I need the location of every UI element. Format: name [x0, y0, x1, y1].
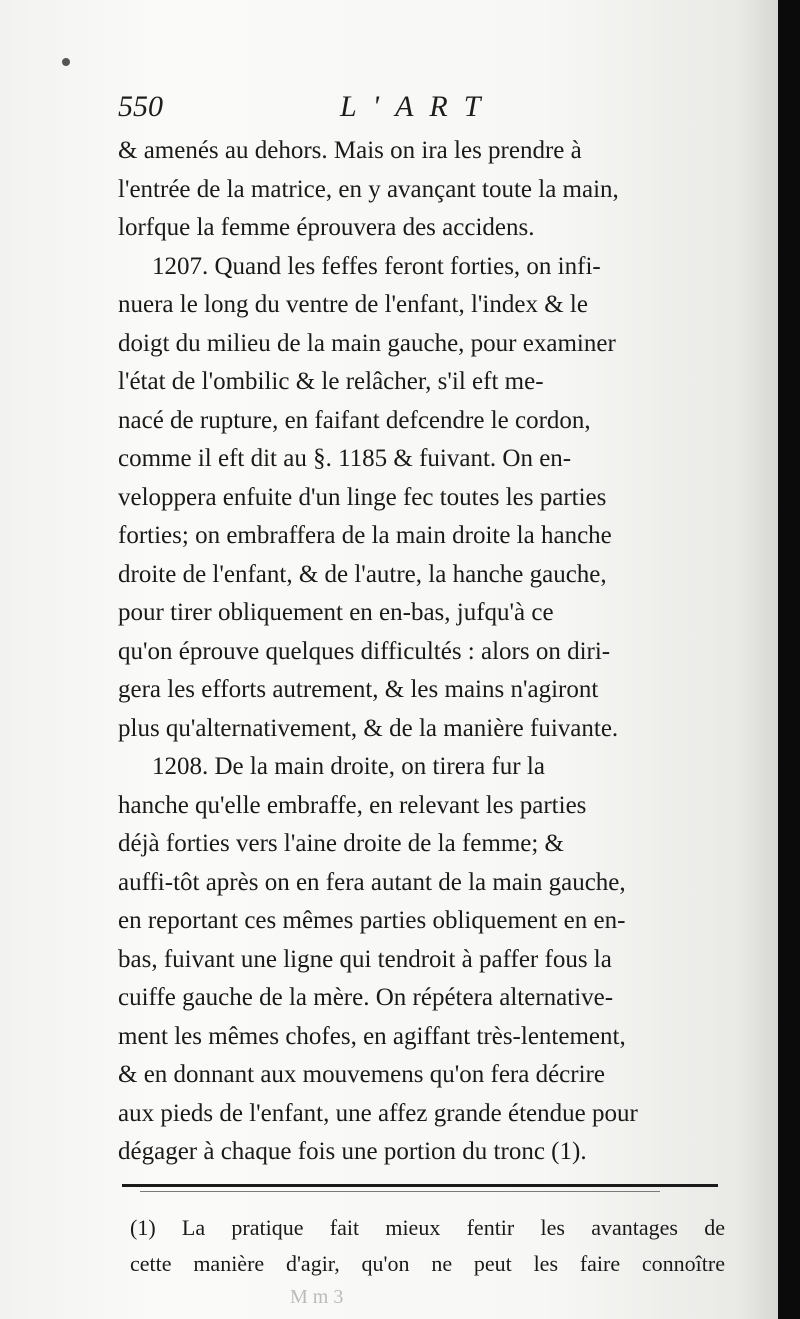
text-line: droite de l'enfant, & de l'autre, la hanche gauche,: [118, 560, 607, 588]
text-line: en reportant ces mêmes parties obliquement en en-: [118, 907, 626, 934]
text-line: pour tirer obliquement en en-bas, jufqu'à ce: [118, 599, 554, 626]
footnote-rule: [122, 1184, 718, 1187]
footnote: [130, 1210, 725, 1282]
text-line: & amenés au dehors. Mais on ira les prendre à: [118, 137, 582, 164]
text-line: hanche qu'elle embraffe, en relevant les parties: [118, 791, 587, 819]
text-line: l'entrée de la matrice, en y avançant toute la main,: [118, 175, 619, 203]
text-line: doigt du milieu de la main gauche, pour examiner: [118, 329, 616, 357]
text-line: ment les mêmes chofes, en agiffant très-lentement,: [118, 1022, 626, 1050]
text-line: lorfque la femme éprouvera des accidens.: [118, 214, 535, 241]
running-title: L'ART: [340, 90, 497, 123]
footnote-rule-thin: [140, 1191, 660, 1192]
text-line: qu'on éprouve quelques difficultés : alors on diri-: [118, 637, 611, 665]
text-line: cuiffe gauche de la mère. On répétera alternative-: [118, 984, 614, 1011]
page-header: [118, 90, 718, 130]
text-line: nacé de rupture, en faifant defcendre le cordon,: [118, 406, 591, 434]
text-line: bas, fuivant une ligne qui tendroit à paffer fous la: [118, 945, 612, 973]
text-line: aux pieds de l'enfant, une affez grande étendue pour: [118, 1099, 638, 1127]
text-line: dégager à chaque fois une portion du tronc (1).: [118, 1138, 587, 1165]
text-line: l'état de l'ombilic & le relâcher, s'il eft me-: [118, 368, 544, 395]
text-line: auffi-tôt après on en fera autant de la main gauche,: [118, 868, 626, 896]
text-line: forties; on embraffera de la main droite la hanche: [118, 522, 612, 549]
text-line: veloppera enfuite d'un linge fec toutes les parties: [118, 483, 607, 511]
text-line: gera les efforts autrement, & les mains n'agiront: [118, 676, 599, 703]
page-number: 550: [118, 90, 163, 123]
footnote-line: (1) La pratique fait mieux fentir les avantages de: [130, 1215, 725, 1240]
paragraph-1208-line: 1208. De la main droite, on tirera fur la: [152, 753, 545, 780]
signature-mark: M m 3: [290, 1286, 344, 1308]
text-line: & en donnant aux mouvemens qu'on fera décrire: [118, 1061, 605, 1088]
text-line: nuera le long du ventre de l'enfant, l'index & le: [118, 291, 588, 318]
paragraph-1207-line: 1207. Quand les feffes feront forties, on infi-: [152, 252, 601, 280]
ink-spot: [62, 58, 70, 66]
text-line: plus qu'alternativement, & de la manière fuivante.: [118, 714, 619, 742]
text-line: déjà forties vers l'aine droite de la femme; &: [118, 830, 564, 857]
footnote-line: cette manière d'agir, qu'on ne peut les faire connoître: [130, 1251, 725, 1276]
body-text: [118, 132, 718, 1172]
text-line: comme il eft dit au §. 1185 & fuivant. On en-: [118, 445, 572, 472]
